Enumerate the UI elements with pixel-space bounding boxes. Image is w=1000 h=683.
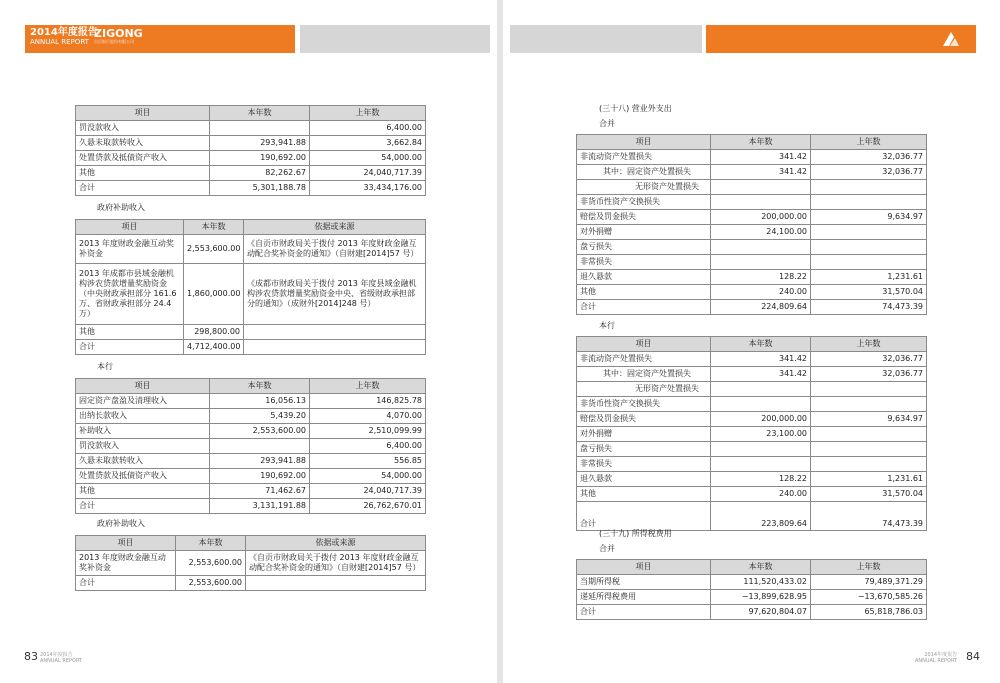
table-row (577, 605, 927, 620)
col-header: 项目 (76, 536, 176, 551)
cell: 久悬未取款转收入 (76, 136, 210, 151)
cell (811, 427, 927, 442)
cell: 24,040,717.39 (310, 484, 426, 499)
cell (811, 240, 927, 255)
cell: 非货币性资产交换损失 (577, 397, 711, 412)
table-row (577, 472, 927, 487)
table-row (577, 382, 927, 397)
cell: 非常损失 (577, 457, 711, 472)
table-row (577, 150, 927, 165)
cell: 556.85 (310, 454, 426, 469)
cell: 合计 (577, 605, 711, 620)
table-row (76, 136, 426, 151)
caption-consolidated: 合并 (599, 119, 615, 128)
cell: 久悬未取款转收入 (76, 454, 210, 469)
cell: 赔偿及罚金损失 (577, 412, 711, 427)
cell: 2013 年度财政金融互动奖补资金 (76, 235, 184, 264)
col-header: 本年数 (711, 135, 811, 150)
cell: 32,036.77 (811, 165, 927, 180)
right-header-gray-bar (510, 25, 702, 53)
col-header: 项目 (577, 560, 711, 575)
cell: 合计 (76, 576, 176, 591)
col-header: 项目 (577, 337, 711, 352)
cell: 24,040,717.39 (310, 166, 426, 181)
left-page (0, 0, 497, 683)
table-row (577, 502, 927, 531)
cell: 31,570.04 (811, 487, 927, 502)
col-header: 本年数 (210, 379, 310, 394)
cell: 其他 (76, 325, 184, 340)
col-header: 本年数 (176, 536, 246, 551)
cell: 32,036.77 (811, 150, 927, 165)
table-row (76, 264, 426, 325)
table-row (76, 394, 426, 409)
cell: 33,434,176.00 (310, 181, 426, 196)
table-row (76, 576, 426, 591)
table-other-income (75, 105, 426, 196)
cell: 6,400.00 (310, 439, 426, 454)
cell: 200,000.00 (711, 412, 811, 427)
cell: −13,899,628.95 (711, 590, 811, 605)
cell (246, 576, 426, 591)
cell: 1,860,000.00 (184, 264, 244, 325)
table-row (577, 590, 927, 605)
table-non-operating-expense-consolidated (576, 134, 927, 315)
cell: 200,000.00 (711, 210, 811, 225)
cell (811, 382, 927, 397)
table-row (577, 210, 927, 225)
cell (711, 195, 811, 210)
table-row (577, 165, 927, 180)
cell: 16,056.13 (210, 394, 310, 409)
table-row (577, 270, 927, 285)
cell: 54,000.00 (310, 469, 426, 484)
table-row (76, 469, 426, 484)
cell: 罚没款收入 (76, 121, 210, 136)
table-row (76, 181, 426, 196)
cell: 190,692.00 (210, 469, 310, 484)
brand-sub: 自贡银行股份有限公司 (94, 39, 134, 44)
cell: 合计 (577, 300, 711, 315)
cell: 4,070.00 (310, 409, 426, 424)
cell: 3,662.84 (310, 136, 426, 151)
cell: 26,762,670.01 (310, 499, 426, 514)
table-row (577, 225, 927, 240)
cell: 24,100.00 (711, 225, 811, 240)
table-row (577, 352, 927, 367)
left-header-gray-bar (300, 25, 490, 53)
table-row (577, 367, 927, 382)
cell (811, 397, 927, 412)
cell (811, 195, 927, 210)
table-row (76, 484, 426, 499)
cell (811, 225, 927, 240)
col-header: 项目 (76, 220, 184, 235)
footer-label (40, 652, 82, 664)
table-row (577, 285, 927, 300)
cell: 《自贡市财政局关于拨付 2013 年度财政金融互动配合奖补资金的通知》（自财建[2014]57 号） (246, 551, 426, 576)
cell: 固定资产盘盈及清理收入 (76, 394, 210, 409)
col-header: 依据或来源 (244, 220, 426, 235)
footer-line: ANNUAL REPORT (40, 658, 83, 664)
cell: 2013 年度财政金融互动奖补资金 (76, 551, 176, 576)
cell: 111,520,433.02 (711, 575, 811, 590)
table-row (577, 487, 927, 502)
cell: 当期所得税 (577, 575, 711, 590)
brand-logo (30, 27, 143, 46)
table-row (577, 240, 927, 255)
cell: 递延所得税费用 (577, 590, 711, 605)
cell: 97,620,804.07 (711, 605, 811, 620)
cell: 341.42 (711, 150, 811, 165)
cell (210, 121, 310, 136)
table-row (76, 121, 426, 136)
col-header: 项目 (577, 135, 711, 150)
cell: 298,800.00 (184, 325, 244, 340)
cell: 其他 (577, 487, 711, 502)
footer-line: ANNUAL REPORT (915, 658, 958, 664)
cell: 1,231.61 (811, 270, 927, 285)
cell: 合计 (76, 340, 184, 355)
cell: 2,553,600.00 (176, 551, 246, 576)
cell: 146,825.78 (310, 394, 426, 409)
cell: 190,692.00 (210, 151, 310, 166)
cell: 224,809.64 (711, 300, 811, 315)
cell: 2,553,600.00 (176, 576, 246, 591)
cell: 盘亏损失 (577, 240, 711, 255)
cell: 32,036.77 (811, 352, 927, 367)
cell (711, 442, 811, 457)
cell: 223,809.64 (711, 502, 811, 531)
cell (244, 325, 426, 340)
cell: 293,941.88 (210, 136, 310, 151)
cell: 341.42 (711, 165, 811, 180)
cell: 32,036.77 (811, 367, 927, 382)
cell: 盘亏损失 (577, 442, 711, 457)
cell: 其他 (76, 484, 210, 499)
cell: 《自贡市财政局关于拨付 2013 年度财政金融互动配合奖补资金的通知》（自财建[2014]57 号） (244, 235, 426, 264)
table-row (76, 439, 426, 454)
footer-line: 2014年度报告 (40, 652, 73, 658)
table-row (76, 499, 426, 514)
cell (811, 180, 927, 195)
cell: 合计 (76, 499, 210, 514)
col-header: 项目 (76, 379, 210, 394)
col-header: 上年数 (811, 135, 927, 150)
col-header: 本年数 (184, 220, 244, 235)
table-row (76, 340, 426, 355)
cell: 无形资产处置损失 (577, 180, 711, 195)
footer-label (915, 652, 957, 664)
cell: 其中：固定资产处置损失 (577, 165, 711, 180)
table-row (577, 575, 927, 590)
col-header: 上年数 (310, 379, 426, 394)
page-number: 83 (24, 650, 38, 663)
cell (711, 457, 811, 472)
cell: 1,231.61 (811, 472, 927, 487)
cell: 9,634.97 (811, 210, 927, 225)
table-gov-subsidy-consolidated (75, 219, 426, 355)
cell: 293,941.88 (210, 454, 310, 469)
cell (811, 442, 927, 457)
table-row (577, 180, 927, 195)
cell: 128.22 (711, 270, 811, 285)
section-title-39: (三十九) 所得税费用 (599, 529, 672, 538)
table-gov-subsidy-bank (75, 535, 426, 591)
cell: 处置贷款及抵债资产收入 (76, 469, 210, 484)
cell: 补助收入 (76, 424, 210, 439)
cell: −13,670,585.26 (811, 590, 927, 605)
table-row (76, 166, 426, 181)
cell: 341.42 (711, 352, 811, 367)
cell: 2,553,600.00 (210, 424, 310, 439)
cell: 65,818,786.03 (811, 605, 927, 620)
cell: 退久悬款 (577, 472, 711, 487)
cell: 非流动资产处置损失 (577, 150, 711, 165)
table-row (577, 195, 927, 210)
cell: 6,400.00 (310, 121, 426, 136)
table-income-tax-expense (576, 559, 927, 620)
table-row (76, 424, 426, 439)
caption-consolidated: 合并 (599, 544, 615, 553)
cell (210, 439, 310, 454)
section-title-38: (三十八) 营业外支出 (599, 104, 672, 113)
cell: 合计 (577, 502, 711, 531)
cell: 5,439.20 (210, 409, 310, 424)
caption-bank: 本行 (599, 321, 615, 330)
cell: 非常损失 (577, 255, 711, 270)
cell (711, 180, 811, 195)
cell: 其中：固定资产处置损失 (577, 367, 711, 382)
col-header: 本年数 (711, 337, 811, 352)
table-row (577, 457, 927, 472)
cell (711, 240, 811, 255)
table-row (577, 255, 927, 270)
cell: 其他 (76, 166, 210, 181)
brand-year-title: 2014年度报告 (30, 27, 98, 38)
cell (711, 397, 811, 412)
table-row (577, 412, 927, 427)
col-header: 上年数 (310, 106, 426, 121)
cell: 无形资产处置损失 (577, 382, 711, 397)
col-header: 本年数 (210, 106, 310, 121)
caption-gov-subsidy: 政府补助收入 (97, 203, 145, 212)
caption-bank: 本行 (97, 362, 113, 371)
table-row (577, 427, 927, 442)
cell: 非货币性资产交换损失 (577, 195, 711, 210)
table-row (577, 442, 927, 457)
table-row (76, 409, 426, 424)
caption-gov-subsidy-bank: 政府补助收入 (97, 519, 145, 528)
cell: 出纳长款收入 (76, 409, 210, 424)
col-header: 上年数 (811, 337, 927, 352)
cell: 2013 年成都市县域金融机构涉农贷款增量奖励资金（中央财政承担部分 161.6 万、省财政承担部分 24.4 万） (76, 264, 184, 325)
table-row (577, 300, 927, 315)
cell (711, 382, 811, 397)
cell: 合计 (76, 181, 210, 196)
cell: 罚没款收入 (76, 439, 210, 454)
cell: 对外捐赠 (577, 427, 711, 442)
cell: 对外捐赠 (577, 225, 711, 240)
cell: 赔偿及罚金损失 (577, 210, 711, 225)
table-non-operating-expense-bank (576, 336, 927, 531)
cell: 9,634.97 (811, 412, 927, 427)
table-row (577, 397, 927, 412)
cell: 31,570.04 (811, 285, 927, 300)
cell (244, 340, 426, 355)
cell: 54,000.00 (310, 151, 426, 166)
cell: 128.22 (711, 472, 811, 487)
col-header: 依据或来源 (246, 536, 426, 551)
bank-logo-icon (940, 28, 962, 50)
cell: 74,473.39 (811, 502, 927, 531)
cell: 《成都市财政局关于拨付 2013 年度县域金融机构涉农贷款增量奖励资金中央、省级财政承担部分的通知》（成财外[2014]248 号） (244, 264, 426, 325)
col-header: 项目 (76, 106, 210, 121)
right-header-bar (706, 25, 976, 53)
cell: 71,462.67 (210, 484, 310, 499)
table-other-income-bank (75, 378, 426, 514)
cell: 82,262.67 (210, 166, 310, 181)
cell: 4,712,400.00 (184, 340, 244, 355)
col-header: 本年数 (711, 560, 811, 575)
cell: 其他 (577, 285, 711, 300)
table-row (76, 325, 426, 340)
cell (811, 255, 927, 270)
table-row (76, 235, 426, 264)
cell: 240.00 (711, 285, 811, 300)
brand-annual-report: ANNUAL REPORT (30, 38, 89, 46)
cell: 5,301,188.78 (210, 181, 310, 196)
table-row (76, 454, 426, 469)
cell: 23,100.00 (711, 427, 811, 442)
cell: 处置贷款及抵债资产收入 (76, 151, 210, 166)
footer-line: 2014年度报告 (924, 652, 958, 658)
page-number: 84 (966, 650, 980, 663)
brand-name: ZIGONG (94, 27, 143, 40)
cell: 240.00 (711, 487, 811, 502)
cell: 74,473.39 (811, 300, 927, 315)
table-row (76, 151, 426, 166)
cell: 341.42 (711, 367, 811, 382)
table-row (76, 551, 426, 576)
cell (811, 457, 927, 472)
cell: 退久悬款 (577, 270, 711, 285)
col-header: 上年数 (811, 560, 927, 575)
cell: 79,489,371.29 (811, 575, 927, 590)
cell: 3,131,191.88 (210, 499, 310, 514)
cell: 2,553,600.00 (184, 235, 244, 264)
cell: 非流动资产处置损失 (577, 352, 711, 367)
cell (711, 255, 811, 270)
cell: 2,510,099.99 (310, 424, 426, 439)
right-page (503, 0, 1000, 683)
